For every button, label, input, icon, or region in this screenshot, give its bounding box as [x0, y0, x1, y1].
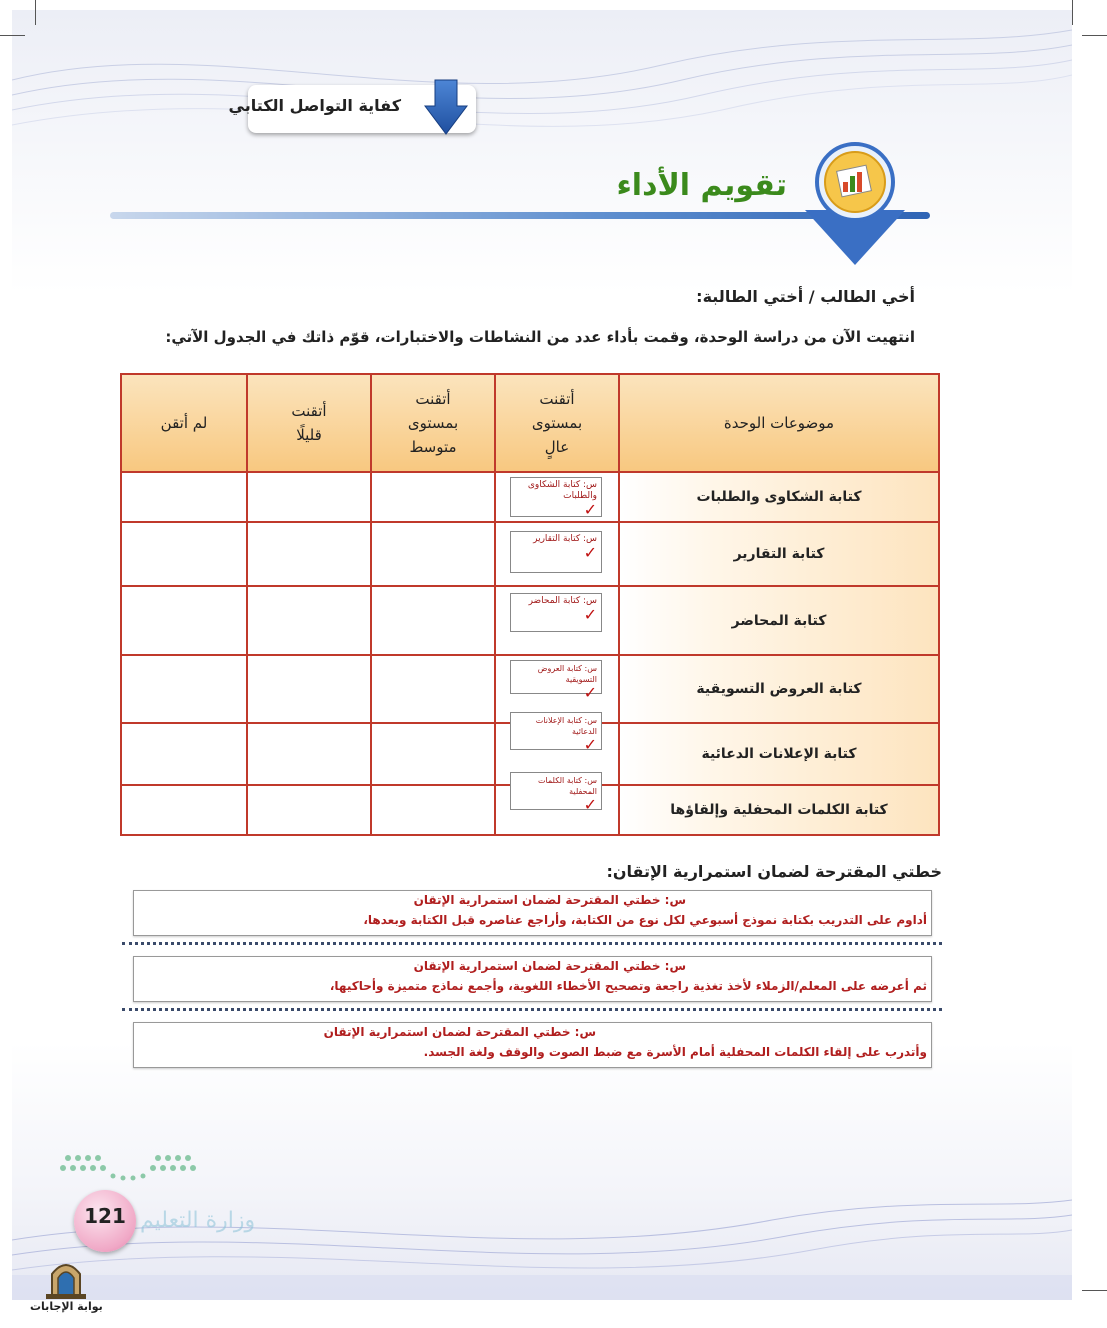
topic-cell: كتابة الشكاوى والطلبات: [619, 472, 939, 522]
self-assessment-table: [120, 373, 940, 836]
ministry-logo-icon: [60, 1150, 200, 1190]
high-level-cell[interactable]: [495, 522, 619, 586]
dotted-line: [122, 942, 942, 945]
down-arrow-icon: [423, 78, 469, 136]
topic-cell: كتابة التقارير: [619, 522, 939, 586]
answer-box: [510, 477, 602, 517]
header-high: أتقنت بمستوى عالٍ: [495, 374, 619, 472]
answer-text: س: كتابة العروض التسويقية: [537, 664, 597, 684]
plan-answer-box[interactable]: [133, 956, 932, 1002]
table-row: [121, 586, 939, 655]
chart-badge-icon: [795, 140, 915, 268]
checkmark-icon: ✓: [583, 543, 597, 562]
answer-box: [510, 772, 602, 814]
table-row: [121, 472, 939, 522]
crop-mark: [1072, 0, 1073, 25]
not-mastered-cell[interactable]: [121, 586, 247, 655]
page-title: تقويم الأداء: [616, 168, 787, 203]
answer-box: [510, 660, 602, 702]
answer-box: [510, 712, 602, 754]
dotted-line: [122, 1008, 942, 1011]
section-tab-label: كفاية التواصل الكتابي: [228, 96, 401, 115]
topic-cell: كتابة العروض التسويقية: [619, 655, 939, 723]
medium-level-cell[interactable]: [371, 472, 495, 522]
not-mastered-cell[interactable]: [121, 655, 247, 723]
checkmark-icon: ✓: [583, 795, 597, 814]
table-row: [121, 522, 939, 586]
not-mastered-cell[interactable]: [121, 723, 247, 785]
plan-answer: أداوم على التدريب بكتابة نموذج أسبوعي لكل نوع من الكتابة، وأراجع عناصره قبل الكتابة وبعدها،: [363, 913, 927, 927]
medium-level-cell[interactable]: [371, 655, 495, 723]
plan-answer-box[interactable]: [133, 1022, 932, 1068]
little-level-cell[interactable]: [247, 655, 371, 723]
crop-mark: [35, 0, 36, 25]
bottom-wave-decoration: [12, 1180, 1072, 1300]
answer-text: س: كتابة الإعلانات الدعائية: [535, 716, 597, 736]
checkmark-icon: ✓: [583, 605, 597, 624]
answer-text: س: كتابة الشكاوى والطلبات: [527, 480, 597, 501]
checkmark-icon: ✓: [583, 683, 597, 702]
portal-label: بوابة الإجابات: [30, 1300, 103, 1313]
answer-box: [510, 593, 602, 632]
answer-text: س: كتابة الكلمات المحفلية: [537, 776, 597, 796]
header-little: أتقنت قليلًا: [247, 374, 371, 472]
not-mastered-cell[interactable]: [121, 472, 247, 522]
crop-mark: [1082, 35, 1107, 36]
page-number-badge: [74, 1190, 136, 1252]
checkmark-icon: ✓: [583, 500, 597, 519]
table-header-row: [121, 374, 939, 472]
greeting-text: أخي الطالب / أختي الطالبة:: [696, 287, 915, 306]
plan-question: س: خطتي المقترحة لضمان استمرارية الإتقان: [323, 1025, 596, 1039]
header-topics: موضوعات الوحدة: [619, 374, 939, 472]
table-row: [121, 785, 939, 835]
medium-level-cell[interactable]: [371, 586, 495, 655]
plan-question: س: خطتي المقترحة لضمان استمرارية الإتقان: [413, 959, 686, 973]
answer-text: س: كتابة المحاضر: [528, 596, 597, 606]
high-level-cell[interactable]: [495, 586, 619, 655]
medium-level-cell[interactable]: [371, 522, 495, 586]
topic-cell: كتابة المحاضر: [619, 586, 939, 655]
plan-question: س: خطتي المقترحة لضمان استمرارية الإتقان: [413, 893, 686, 907]
plan-heading: خطتي المقترحة لضمان استمرارية الإتقان:: [606, 862, 942, 881]
little-level-cell[interactable]: [247, 785, 371, 835]
little-level-cell[interactable]: [247, 586, 371, 655]
header-medium: أتقنت بمستوى متوسط: [371, 374, 495, 472]
not-mastered-cell[interactable]: [121, 522, 247, 586]
page-number: 121: [84, 1204, 126, 1228]
little-level-cell[interactable]: [247, 723, 371, 785]
top-wave-decoration: [12, 10, 1072, 160]
ministry-name: وزارة التعليم: [140, 1208, 256, 1233]
medium-level-cell[interactable]: [371, 785, 495, 835]
plan-answer: ثم أعرضه على المعلم/الزملاء لأخذ تغذية راجعة وتصحيح الأخطاء اللغوية، وأجمع نماذج متميزة وأحاكيها،: [329, 979, 927, 993]
answer-box: [510, 531, 602, 573]
high-level-cell[interactable]: [495, 776, 619, 835]
instruction-text: انتهيت الآن من دراسة الوحدة، وقمت بأداء عدد من النشاطات والاختبارات، قوّم ذاتك في الجدول الآتي:: [165, 328, 915, 346]
little-level-cell[interactable]: [247, 522, 371, 586]
topic-cell: كتابة الكلمات المحفلية وإلقاؤها: [619, 785, 939, 835]
high-level-cell[interactable]: [495, 472, 619, 522]
not-mastered-cell[interactable]: [121, 785, 247, 835]
checkmark-icon: ✓: [583, 735, 597, 754]
topic-cell: كتابة الإعلانات الدعائية: [619, 723, 939, 785]
portal-logo-icon: [30, 1254, 102, 1300]
plan-answer: وأتدرب على إلقاء الكلمات المحفلية أمام الأسرة مع ضبط الصوت والوقف ولغة الجسد.: [423, 1045, 927, 1059]
answer-text: س: كتابة التقارير: [533, 534, 597, 544]
header-none: لم أتقن: [121, 374, 247, 472]
crop-mark: [1082, 1290, 1107, 1291]
crop-mark: [0, 35, 25, 36]
little-level-cell[interactable]: [247, 472, 371, 522]
plan-answer-box[interactable]: [133, 890, 932, 936]
medium-level-cell[interactable]: [371, 723, 495, 785]
